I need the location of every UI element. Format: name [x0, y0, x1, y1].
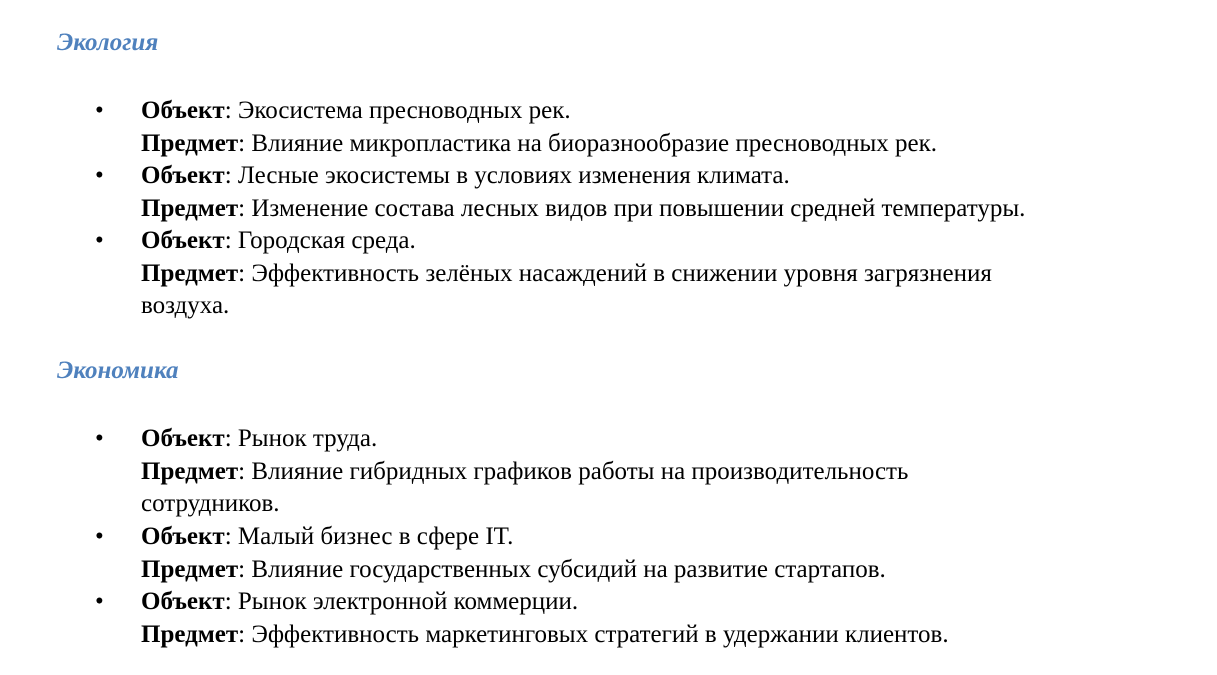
object-line [141, 423, 1201, 456]
section-heading-economics: Экономика [57, 357, 179, 384]
object-label: Объект [141, 523, 225, 550]
subject-text: : Изменение состава лесных видов при повышении средней температуры. [238, 194, 1026, 222]
subject-label: Предмет [141, 620, 239, 648]
object-label: Объект [141, 425, 225, 452]
subject-line [141, 193, 1201, 226]
object-label: Объект [141, 227, 225, 254]
object-text: : Экосистема пресноводных рек. [224, 97, 571, 124]
subject-line-continuation: сотрудников. [141, 490, 280, 517]
subject-text: : Эффективность маркетинговых стратегий в удержании клиентов. [238, 620, 949, 648]
list-item [95, 160, 1201, 225]
list-item [95, 95, 1201, 160]
list-item [95, 521, 1201, 586]
object-label: Объект [141, 97, 225, 124]
subject-line [141, 554, 1201, 587]
subject-label: Предмет [141, 129, 239, 157]
subject-text: : Влияние микропластика на биоразнообразие пресноводных рек. [238, 129, 938, 157]
bullet-icon: • [95, 227, 104, 254]
section-heading-ecology: Экология [57, 29, 159, 56]
subject-text: : Эффективность зелёных насаждений в снижении уровня загрязнения [238, 259, 992, 287]
bullet-icon: • [95, 425, 104, 452]
bullet-icon: • [95, 523, 104, 550]
list-item [95, 423, 1201, 521]
list-item [95, 586, 1201, 651]
bullet-icon: • [95, 588, 104, 615]
object-text: : Городская среда. [224, 227, 416, 254]
object-label: Объект [141, 588, 225, 615]
object-text: : Лесные экосистемы в условиях изменения климата. [224, 162, 790, 189]
subject-label: Предмет [141, 457, 239, 485]
subject-text: : Влияние гибридных графиков работы на производительность [238, 457, 909, 485]
subject-line [141, 456, 1201, 489]
subject-line [141, 128, 1201, 161]
subject-line-continuation: воздуха. [141, 292, 230, 319]
subject-text: : Влияние государственных субсидий на развитие стартапов. [238, 555, 886, 583]
object-line [141, 95, 1201, 128]
subject-label: Предмет [141, 194, 239, 222]
bullet-icon: • [95, 97, 104, 124]
list-item [95, 225, 1201, 323]
object-line [141, 521, 1201, 554]
subject-label: Предмет [141, 555, 239, 583]
subject-line [141, 258, 1201, 291]
object-line [141, 160, 1201, 193]
object-text: : Малый бизнес в сфере IT. [224, 523, 514, 550]
bullet-icon: • [95, 162, 104, 189]
object-text: : Рынок электронной коммерции. [224, 588, 579, 615]
object-label: Объект [141, 162, 225, 189]
subject-label: Предмет [141, 259, 239, 287]
subject-line [141, 619, 1201, 652]
object-line [141, 586, 1201, 619]
object-text: : Рынок труда. [224, 425, 378, 452]
object-line [141, 225, 1201, 258]
